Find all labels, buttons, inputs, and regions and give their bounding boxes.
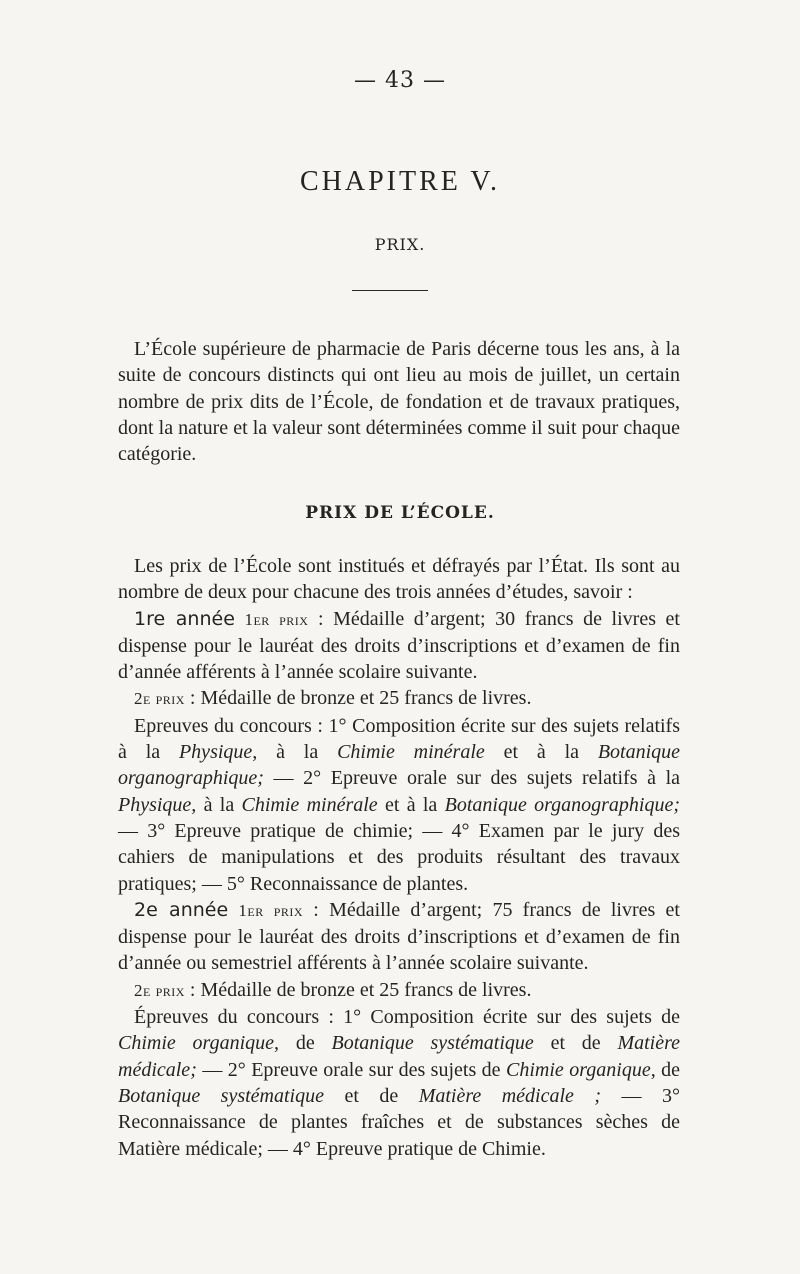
year1-label: 1re année	[134, 607, 235, 630]
exam-subject: Chimie organique,	[506, 1058, 656, 1081]
exam-text: de	[295, 1032, 315, 1055]
year2-prize1-label: 1er prix	[238, 900, 304, 920]
year2-prize2	[118, 977, 680, 1004]
section-heading: PRIX DE L’ÉCOLE.	[305, 503, 495, 523]
year2-prize1	[118, 897, 680, 977]
intro-paragraph	[118, 336, 680, 467]
year1-prize1-label: 1er prix	[244, 609, 309, 629]
chapter-subtitle: PRIX.	[374, 235, 426, 254]
exam-text: — 2° Epreuve orale sur des sujets de	[202, 1058, 501, 1081]
year1-prize2	[118, 685, 680, 712]
exam-subject: Chimie minérale	[337, 741, 485, 764]
chapter-title: CHAPITRE V.	[299, 166, 500, 197]
exam-text: et à la	[384, 793, 438, 816]
intro-text: L’École supérieure de pharmacie de Paris décerne tous les ans, à la suite de concours distincts qui ont lieu au mois de juillet, un certain nombre de prix dits de l’École, de fondation et de travaux pratiques, dont la nature et la valeur sont déterminées comme il suit pour chaque catégorie.	[118, 338, 680, 466]
year2-label: 2e année	[134, 898, 229, 921]
exam-subject: Botanique systématique	[331, 1032, 534, 1055]
exam-text: et à la	[503, 741, 579, 764]
exam-text: Épreuves du concours : 1° Composition écrite sur des sujets de	[134, 1006, 680, 1029]
exam-subject: Physique,	[118, 793, 197, 816]
exam-subject: Chimie minérale	[241, 793, 378, 816]
section-body	[118, 553, 680, 1162]
section-intro: Les prix de l’École sont institués et défrayés par l’État. Ils sont au nombre de deux pour chacune des trois années d’études, savoir :	[118, 555, 680, 604]
year1-exams	[118, 713, 680, 897]
exam-text: Epreuves du concours : 1° Composition écrite sur des sujets relatifs à la	[118, 714, 680, 764]
exam-subject: Matière médicale ;	[418, 1084, 602, 1107]
exam-subject: Physique,	[178, 741, 258, 764]
section-divider	[352, 290, 428, 291]
exam-text: à la	[276, 741, 319, 764]
exam-text: et de	[344, 1084, 399, 1107]
year1-prize1-text: : Médaille d’argent; 30 francs de livres et dispense pour le lauréat des droits d’inscriptions et d’examen de fin d’année afférents à l’année scolaire suivante.	[118, 607, 680, 684]
exam-text: — 2° Epreuve orale sur des sujets relatifs à la	[273, 767, 681, 790]
exam-text: de	[661, 1058, 681, 1081]
year2-prize2-label: 2e prix	[134, 980, 185, 1000]
exam-subject: Matière médicale;	[118, 1032, 681, 1081]
exam-text: — 3° Reconnaissance de plantes fraîches et de substances sèches de Matière médicale; — 4° Epreuve pratique de Chimie.	[118, 1084, 680, 1160]
year2-prize2-text: : Médaille de bronze et 25 francs de livres.	[189, 978, 532, 1001]
year2-exams	[118, 1004, 680, 1162]
page-number: — 43 —	[354, 68, 446, 93]
year1-prize2-text: : Médaille de bronze et 25 francs de livres.	[189, 687, 532, 710]
year1-prize2-label: 2e prix	[134, 689, 185, 709]
year2-prize1-text: : Médaille d’argent; 75 francs de livres et dispense pour le lauréat des droits d’inscriptions et d’examen de fin d’année ou semestriel afférents à l’année scolaire suivante.	[118, 898, 680, 975]
year1-prize1	[118, 606, 680, 686]
exam-subject: Botanique organographique;	[444, 793, 681, 816]
exam-text: et de	[550, 1032, 601, 1055]
exam-subject: Botanique organographique;	[118, 741, 681, 790]
exam-text: à la	[203, 793, 235, 816]
exam-subject: Chimie organique,	[118, 1032, 280, 1055]
exam-subject: Botanique systématique	[118, 1084, 324, 1107]
exam-text: — 3° Epreuve pratique de chimie; — 4° Examen par le jury des cahiers de manipulations et des produits résultant des travaux pratiques; — 5° Reconnaissance de plantes.	[118, 819, 680, 895]
